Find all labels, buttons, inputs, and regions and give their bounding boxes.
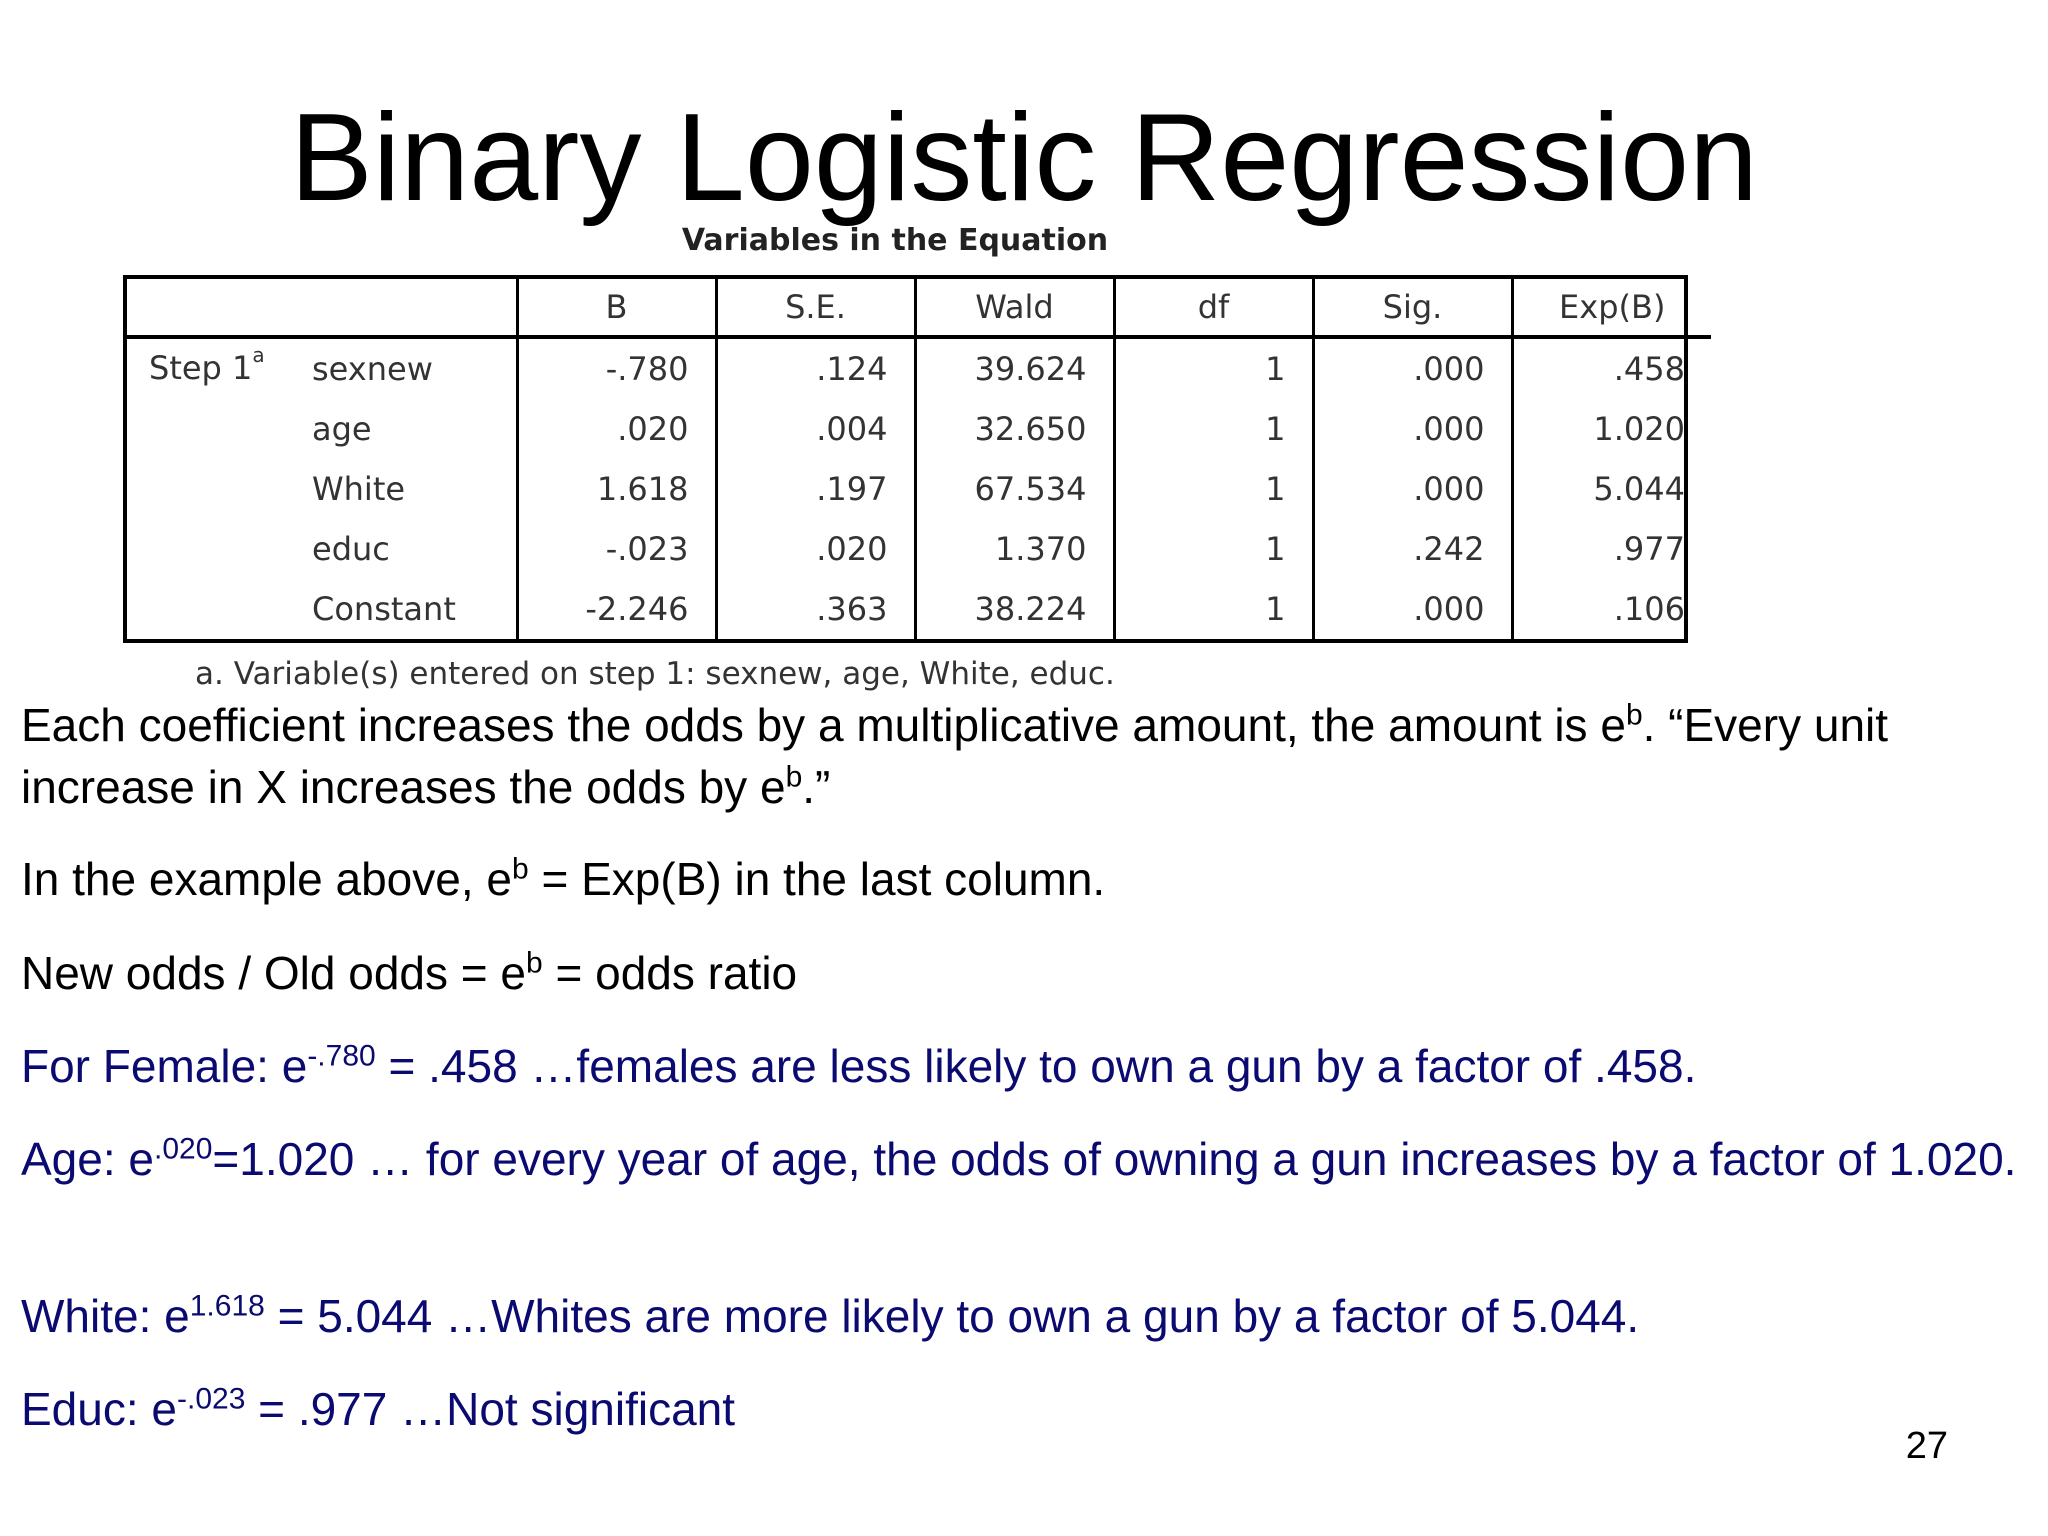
- paragraph-odds-ratio: [21, 942, 2031, 1004]
- paragraph-educ: [21, 1378, 2031, 1440]
- table-cell: 1.370: [915, 519, 1114, 579]
- column-header: Exp(B): [1512, 279, 1711, 337]
- row-variable: sexnew: [312, 350, 433, 388]
- text-run: .”: [802, 761, 831, 813]
- table-row: [127, 519, 1711, 579]
- paragraph-white: [21, 1285, 2031, 1347]
- table-cell: 1: [1114, 459, 1313, 519]
- table-cell: 32.650: [915, 399, 1114, 459]
- table-cell: .106: [1512, 579, 1711, 639]
- table-cell: .242: [1313, 519, 1512, 579]
- table-cell: 1: [1114, 579, 1313, 639]
- text-run: =1.020 … for every year of age, the odds of owning a gun increases by a factor of 1.020.: [212, 1133, 2017, 1185]
- step-label-cell: [127, 337, 302, 639]
- table-cell: 39.624: [915, 337, 1114, 399]
- text-run: New odds / Old odds = e: [21, 947, 527, 999]
- text-run: . “Every unit increase in X increases the odds by e: [21, 699, 1889, 813]
- slide-title: Binary Logistic Regression: [289, 89, 1759, 227]
- table-cell: .977: [1512, 519, 1711, 579]
- text-run: Age: e: [21, 1133, 154, 1185]
- superscript: b: [1625, 698, 1643, 732]
- superscript: b: [526, 946, 543, 980]
- table-cell: 5.044: [1512, 459, 1711, 519]
- table-cell: -.023: [517, 519, 716, 579]
- superscript: -.780: [307, 1039, 376, 1073]
- coefficients-table-grid: [127, 279, 1711, 639]
- step-label: Step 1: [149, 349, 253, 387]
- text-run: For Female: e: [21, 1040, 308, 1092]
- table-cell: .197: [716, 459, 915, 519]
- header-blank-cell: [127, 279, 517, 337]
- table-cell: .020: [716, 519, 915, 579]
- table-cell: .124: [716, 337, 915, 399]
- table-cell: -2.246: [517, 579, 716, 639]
- superscript: b: [512, 852, 529, 886]
- table-cell: 1.020: [1512, 399, 1711, 459]
- coefficients-table: [123, 275, 1688, 643]
- table-caption: Variables in the Equation: [681, 223, 1109, 258]
- superscript: b: [785, 760, 803, 794]
- table-row: [127, 399, 1711, 459]
- text-run: In the example above, e: [21, 853, 512, 905]
- text-run: = 5.044 …Whites are more likely to own a gun by a factor of 5.044.: [264, 1290, 1640, 1342]
- row-variable: White: [312, 470, 406, 508]
- table-header-row: [127, 279, 1711, 337]
- table-cell: 67.534: [915, 459, 1114, 519]
- paragraph-example: [21, 848, 2031, 910]
- row-variable: educ: [312, 530, 390, 568]
- superscript: 1.618: [189, 1289, 265, 1323]
- table-cell: .000: [1313, 459, 1512, 519]
- table-row: [127, 459, 1711, 519]
- table-cell: .004: [716, 399, 915, 459]
- superscript: -.023: [177, 1382, 246, 1416]
- text-run: = odds ratio: [542, 947, 798, 999]
- table-cell: .458: [1512, 337, 1711, 399]
- text-run: = .458 …females are less likely to own a gun by a factor of .458.: [375, 1040, 1697, 1092]
- step-footmark: a: [252, 343, 265, 367]
- column-header: Sig.: [1313, 279, 1512, 337]
- table-cell: .363: [716, 579, 915, 639]
- table-cell: .000: [1313, 399, 1512, 459]
- table-cell: 38.224: [915, 579, 1114, 639]
- page-number: 27: [1905, 1425, 1948, 1467]
- table-cell: .000: [1313, 337, 1512, 399]
- table-footnote: a. Variable(s) entered on step 1: sexnew, age, White, educ.: [195, 656, 1115, 692]
- table-row: [127, 337, 1711, 399]
- column-header: df: [1114, 279, 1313, 337]
- column-header: B: [517, 279, 716, 337]
- paragraph-female: [21, 1035, 2031, 1097]
- text-run: = Exp(B) in the last column.: [528, 853, 1106, 905]
- table-cell: 1.618: [517, 459, 716, 519]
- text-run: = .977 …Not significant: [245, 1383, 736, 1435]
- row-variable: age: [312, 410, 372, 448]
- text-run: Educ: e: [21, 1383, 177, 1435]
- paragraph-multiplicative: [21, 694, 2031, 818]
- table-cell: .020: [517, 399, 716, 459]
- text-run: Each coefficient increases the odds by a multiplicative amount, the amount is e: [21, 699, 1626, 751]
- table-cell: .000: [1313, 579, 1512, 639]
- column-header: Wald: [915, 279, 1114, 337]
- superscript: .020: [154, 1132, 213, 1166]
- table-row: [127, 579, 1711, 639]
- column-header: S.E.: [716, 279, 915, 337]
- row-variable: Constant: [312, 590, 456, 628]
- paragraph-age: [21, 1128, 2031, 1190]
- table-cell: 1: [1114, 399, 1313, 459]
- text-run: White: e: [21, 1290, 190, 1342]
- table-cell: 1: [1114, 337, 1313, 399]
- table-cell: -.780: [517, 337, 716, 399]
- table-cell: 1: [1114, 519, 1313, 579]
